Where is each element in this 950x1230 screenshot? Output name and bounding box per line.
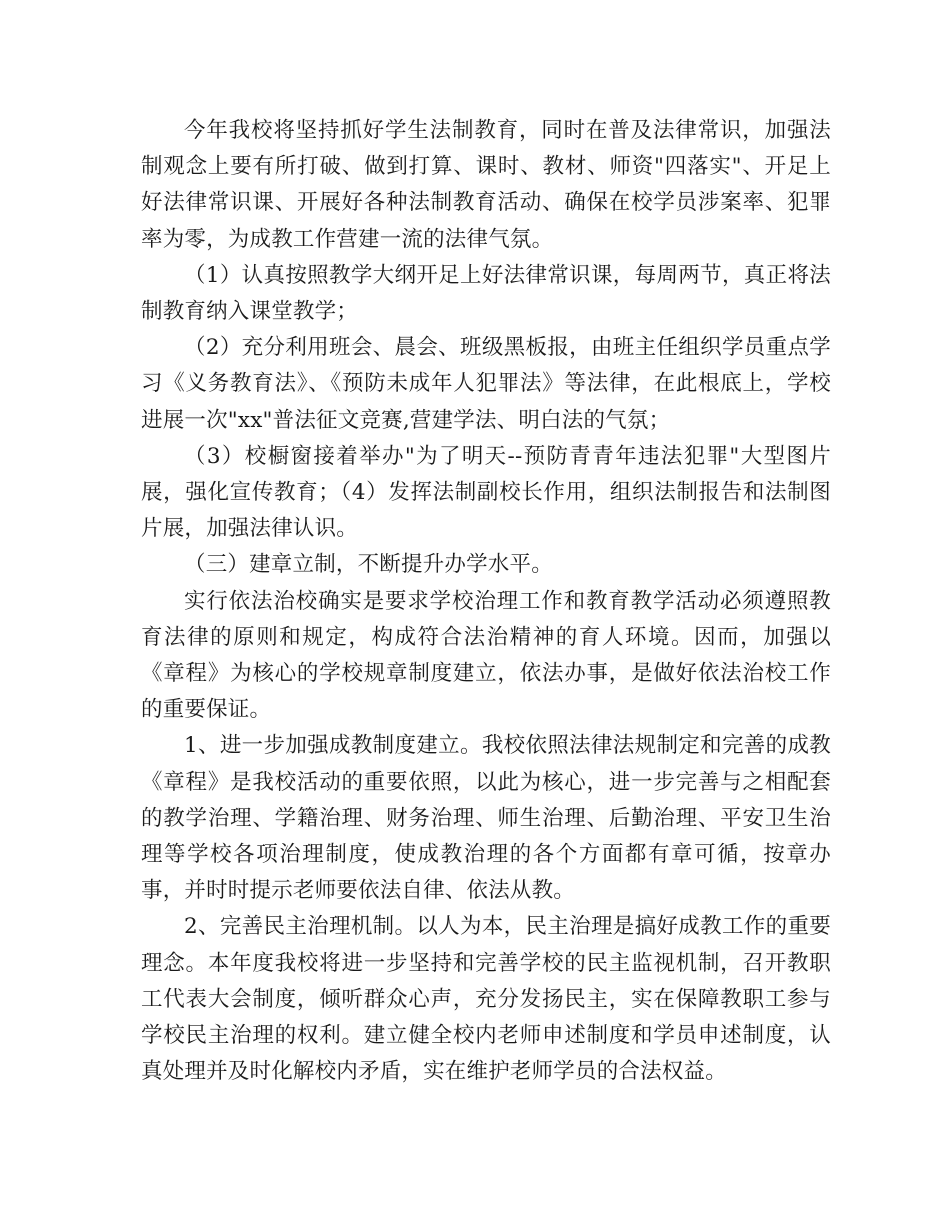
paragraph-rule-of-law: 实行依法治校确实是要求学校治理工作和教育教学活动必须遵照教育法律的原则和规定，构成符合法治精神的育人环境。因而，加强以《章程》为核心的学校规章制度建立，依法办事，是做好依法治校工作的重要保证。 [141, 588, 831, 723]
document-body [141, 113, 831, 1090]
paragraph-item-1: （1）认真按照教学大纲开足上好法律常识课，每周两节，真正将法制教育纳入课堂教学； [141, 262, 831, 325]
section-heading-3: （三）建章立制，不断提升办学水平。 [184, 552, 553, 578]
paragraph-point-1: 1、进一步加强成教制度建立。我校依照法律法规制定和完善的成教《章程》是我校活动的重要依照，以此为核心，进一步完善与之相配套的教学治理、学籍治理、财务治理、师生治理、后勤治理、平安卫生治理等学校各项治理制度，使成教治理的各个方面都有章可循，按章办事，并时时提示老师要依法自律、依法从教。 [141, 733, 831, 904]
paragraph-point-2: 2、完善民主治理机制。以人为本，民主治理是搞好成教工作的重要理念。本年度我校将进一步坚持和完善学校的民主监视机制，召开教职工代表大会制度，倾听群众心声，充分发扬民主，实在保障教职工参与学校民主治理的权利。建立健全校内老师申述制度和学员申述制度，认真处理并及时化解校内矛盾，实在维护老师学员的合法权益。 [141, 914, 831, 1085]
paragraph-legal-education-plan: 今年我校将坚持抓好学生法制教育，同时在普及法律常识，加强法制观念上要有所打破、做到打算、课时、教材、师资"四落实"、开足上好法律常识课、开展好各种法制教育活动、确保在校学员涉案率、犯罪率为零，为成教工作营建一流的法律气氛。 [141, 118, 831, 252]
paragraph-item-3-4: （3）校橱窗接着举办"为了明天--预防青青年违法犯罪"大型图片展，强化宣传教育；（4）发挥法制副校长作用，组织法制报告和法制图片展，加强法律认识。 [141, 443, 831, 542]
paragraph-item-2: （2）充分利用班会、晨会、班级黑板报，由班主任组织学员重点学习《义务教育法》、《预防未成年人犯罪法》等法律，在此根底上，学校进展一次"xx"普法征文竞赛,营建学法、明白法的气氛； [141, 335, 831, 433]
